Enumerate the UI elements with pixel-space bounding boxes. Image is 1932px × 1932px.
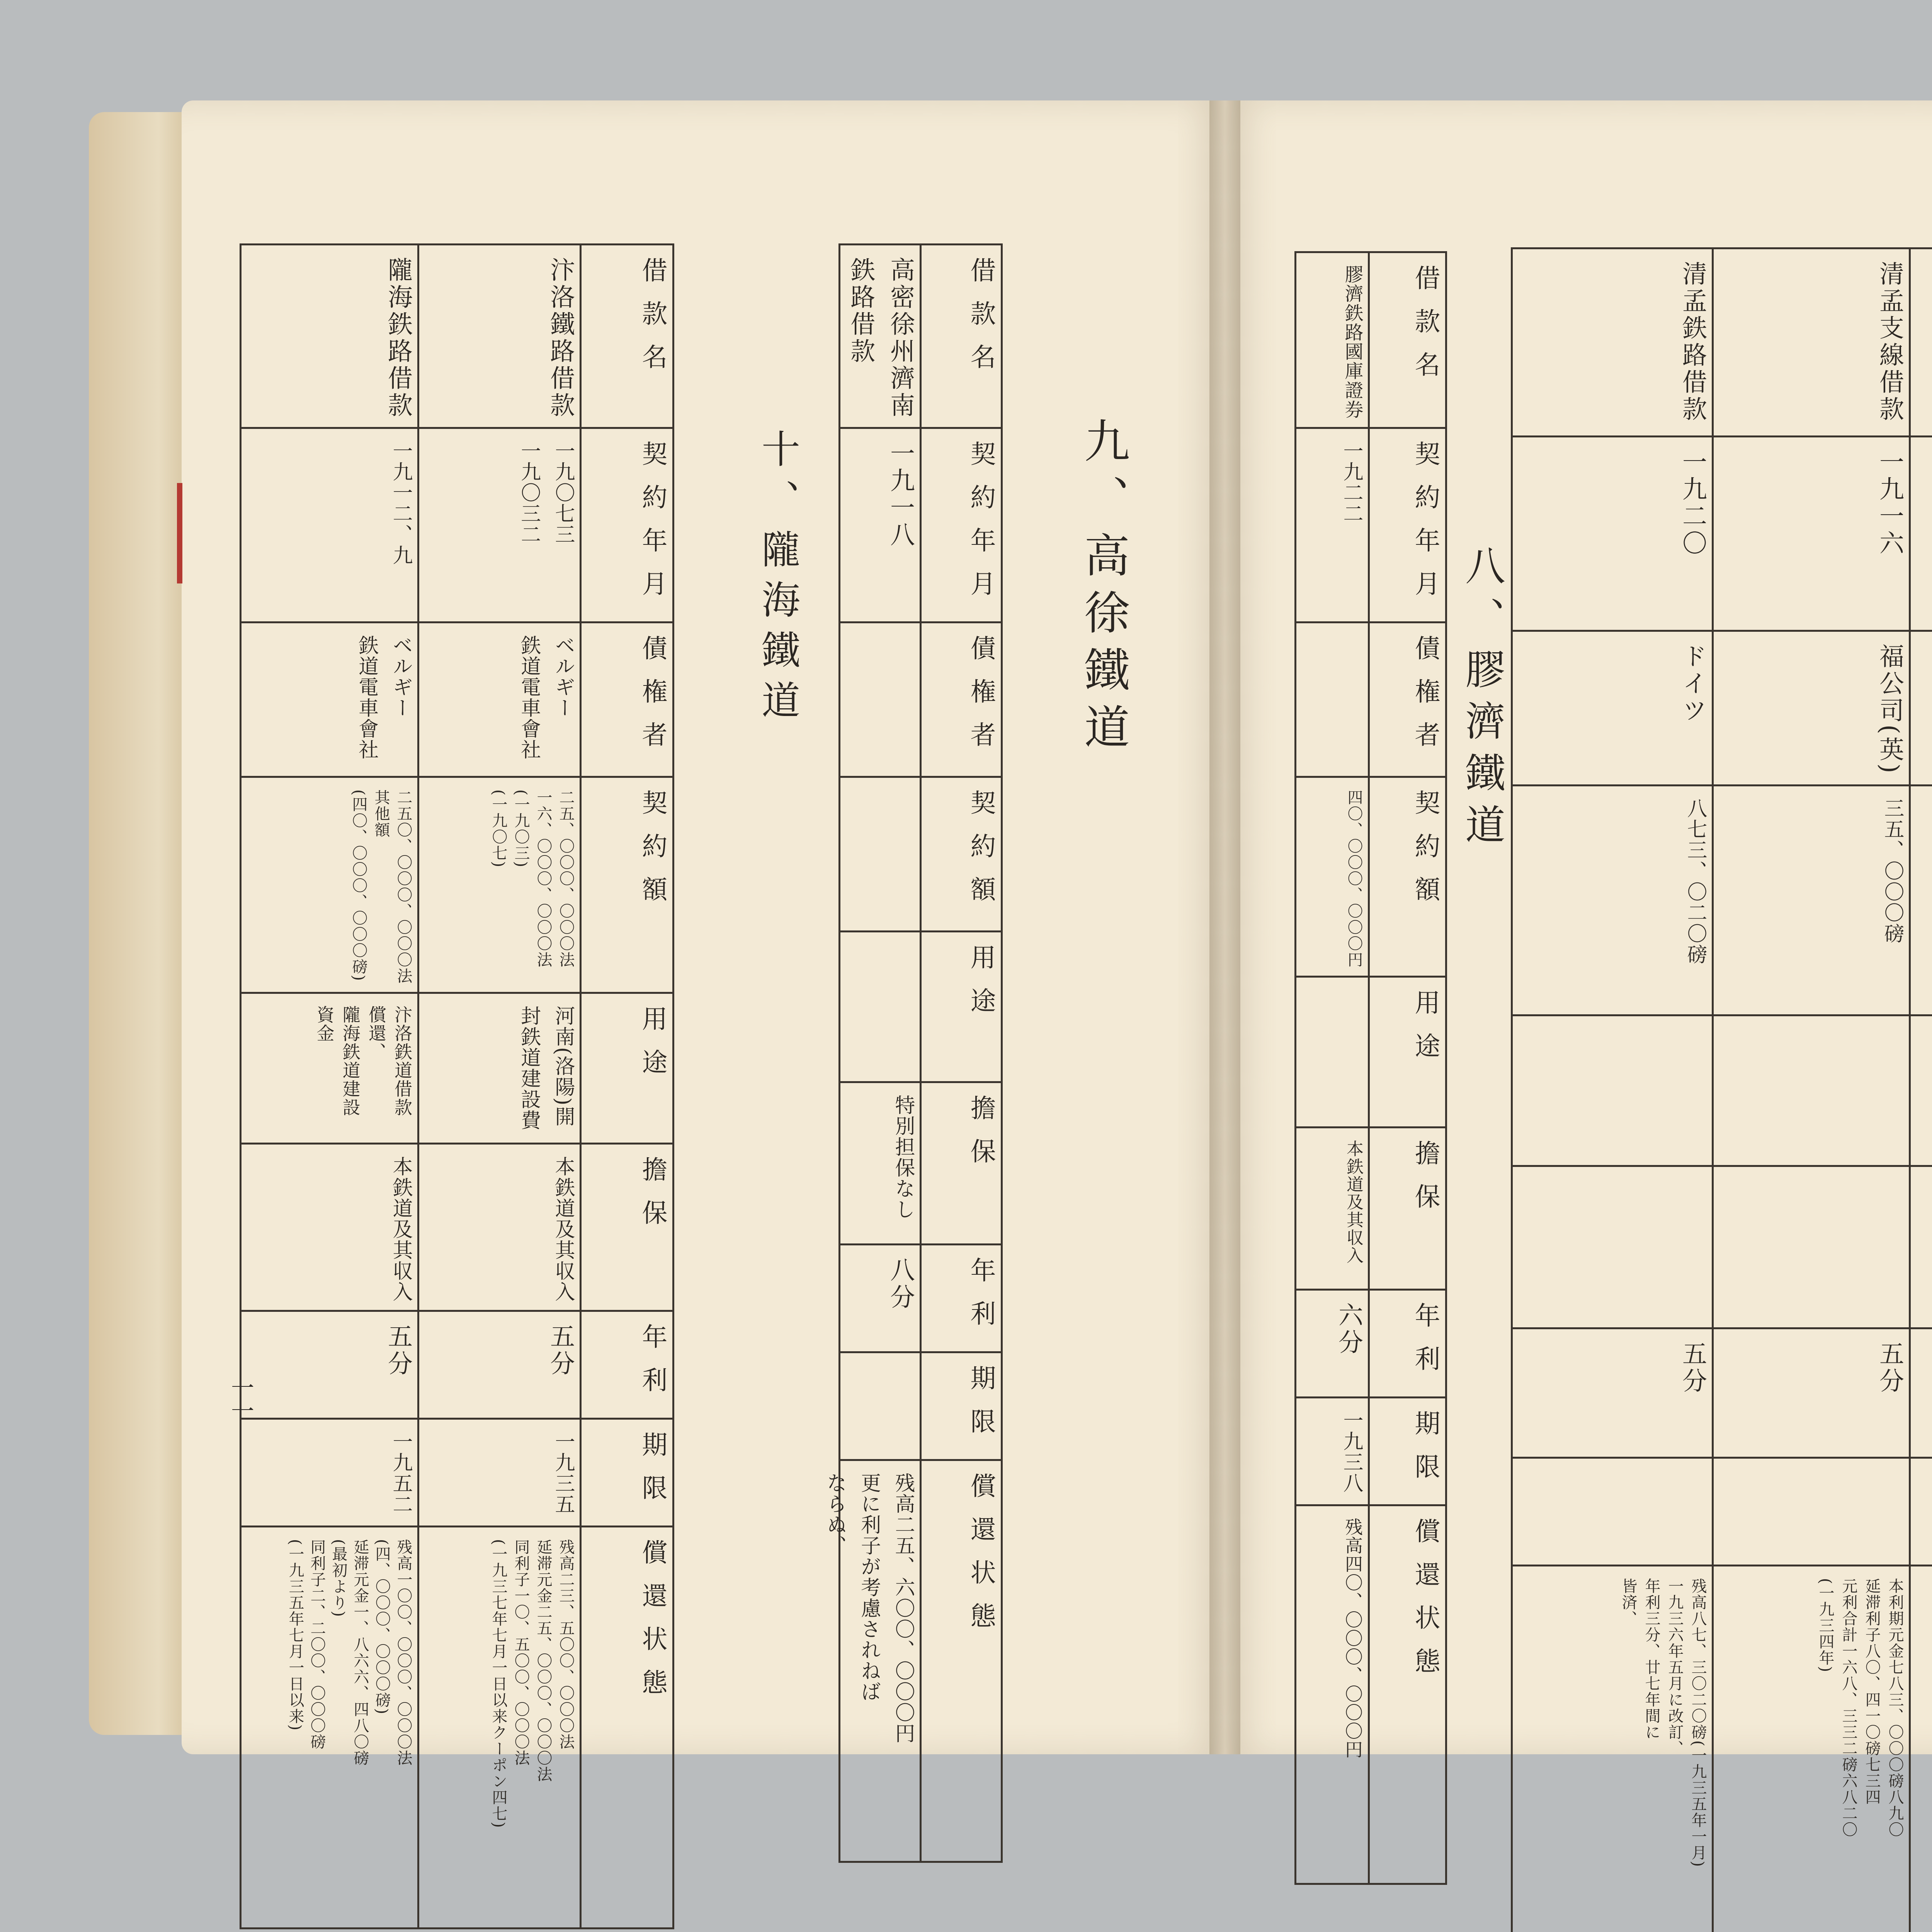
right-page xyxy=(1225,100,1932,1868)
table-cell: 本鉄道及其収入 xyxy=(551,1156,575,1302)
table-cell: 本鉄道及其収入 xyxy=(1344,1140,1363,1264)
table-cell: 隴海鉄道建設 xyxy=(340,1005,361,1117)
table-cell: 六分 xyxy=(1334,1302,1363,1356)
section9-title: 九、高徐鐵道 xyxy=(1077,417,1130,760)
table-cell: 延滞利子八〇、四一〇磅七三四 xyxy=(1863,1578,1881,1805)
column-header: 借款名 xyxy=(638,257,667,387)
table-cell: (四〇、〇〇〇、〇〇〇磅) xyxy=(350,789,367,982)
section8-table-b xyxy=(1511,247,1932,1932)
column-header: 期限 xyxy=(1410,1410,1440,1497)
column-header: 擔保 xyxy=(966,1095,996,1181)
column-header: 期限 xyxy=(966,1365,996,1451)
table-cell: 清孟鉄路借款 xyxy=(1678,261,1707,423)
table-cell: 残高二三、五〇〇、〇〇〇法 xyxy=(557,1539,575,1750)
table-cell: 元利合計一六八、三三二磅六八二〇 xyxy=(1840,1578,1857,1838)
column-header: 年利 xyxy=(638,1323,667,1410)
table-cell: (一九〇七) xyxy=(490,789,507,868)
table-cell: (四、〇〇〇、〇〇〇磅) xyxy=(373,1539,391,1715)
table-cell: 鉄道電車會社 xyxy=(355,635,378,760)
page-number-left: 一一 xyxy=(227,1376,254,1422)
table-cell: 一九一二、九 xyxy=(389,440,412,566)
table-cell: 一九二〇 xyxy=(1678,449,1707,557)
table-cell: (一九三五年七月一日以来) xyxy=(286,1539,304,1731)
column-header: 契約額 xyxy=(638,789,667,919)
table-cell: 一九五二 xyxy=(389,1431,412,1515)
table-cell: (一九三四年) xyxy=(1816,1578,1834,1673)
table-cell: 五分 xyxy=(1678,1341,1707,1395)
table-cell: 五分 xyxy=(546,1323,575,1378)
table-cell: ならぬ、 xyxy=(823,1473,847,1556)
table-cell: 一九〇三二 xyxy=(517,440,541,545)
table-cell: 本利期元金七八三、〇〇〇磅八九〇 xyxy=(1886,1578,1904,1838)
table-cell: 年利三分、廿七年間に xyxy=(1643,1578,1660,1740)
table-cell: 鉄道電車會社 xyxy=(517,635,541,760)
column-header: 用途 xyxy=(638,1005,667,1092)
table-cell: 資金 xyxy=(314,1005,335,1043)
column-header: 契約額 xyxy=(966,789,996,919)
table-cell: 同利子二、二〇〇、〇〇〇磅 xyxy=(308,1539,326,1750)
table-cell: 残高四〇、〇〇〇、〇〇〇円 xyxy=(1342,1518,1363,1759)
column-header: 契約年月 xyxy=(966,440,996,614)
table-cell: 五分 xyxy=(1875,1341,1904,1395)
table-cell: ベルギー xyxy=(551,635,575,718)
column-header: 年利 xyxy=(1410,1302,1440,1389)
table-cell: 一九三六年五月に改訂、 xyxy=(1666,1578,1684,1757)
table-cell: 八七三、〇二〇磅 xyxy=(1684,798,1707,965)
column-header: 契約年月 xyxy=(1410,440,1440,614)
column-header: 年利 xyxy=(966,1257,996,1344)
table-cell: 本鉄道及其収入 xyxy=(389,1156,412,1302)
table-cell: 福公司(英) xyxy=(1875,643,1904,776)
column-header: 用途 xyxy=(966,944,996,1031)
column-header: 借款名 xyxy=(1410,265,1440,395)
table-cell: (最初より) xyxy=(330,1539,347,1618)
table-cell: 清孟支線借款 xyxy=(1875,261,1904,423)
table-cell: 四〇、〇〇〇、〇〇〇円 xyxy=(1345,789,1363,968)
table-cell: ドイツ xyxy=(1678,643,1707,724)
table-cell: 五分 xyxy=(384,1323,412,1378)
left-page xyxy=(182,100,1225,1829)
table-cell: 一九〇七三 xyxy=(551,440,575,545)
table-cell: 皆済、 xyxy=(1619,1578,1637,1627)
table-cell: 一六、〇〇〇、〇〇〇法 xyxy=(534,789,552,968)
table-cell: 延滞元金二五、〇〇〇、〇〇〇法 xyxy=(534,1539,552,1782)
table-cell: 二五、〇〇〇、〇〇〇法 xyxy=(557,789,575,968)
table-cell: 汴洛鐵路借款 xyxy=(546,257,575,419)
table-cell: 其他額 xyxy=(372,789,390,838)
table-cell: 三五、〇〇〇磅 xyxy=(1881,798,1904,944)
column-header: 擔保 xyxy=(1410,1140,1440,1226)
column-header: 借款名 xyxy=(966,257,996,387)
table-cell: (一九〇三) xyxy=(512,789,530,868)
table-cell: 一九二二 xyxy=(1340,440,1363,524)
column-header: 期限 xyxy=(638,1431,667,1518)
table-cell: 残高二五、六〇〇、〇〇〇円 xyxy=(891,1473,915,1744)
table-cell: 隴海鉄路借款 xyxy=(384,257,412,419)
section10-title: 十、隴海鐵道 xyxy=(755,429,800,730)
book-gutter xyxy=(1209,100,1240,1754)
table-cell: 延滞元金一、八六六、四八〇磅 xyxy=(351,1539,369,1766)
column-header: 債権者 xyxy=(1410,635,1440,765)
table-cell: 一九三五 xyxy=(551,1431,575,1515)
section10-table xyxy=(240,243,674,1929)
table-cell: 二五〇、〇〇〇、〇〇〇法 xyxy=(395,789,412,984)
table-cell: 残高八七、三〇二〇磅(一九三五年一月) xyxy=(1689,1578,1707,1868)
column-header: 契約額 xyxy=(1410,789,1440,919)
column-header: 契約年月 xyxy=(638,440,667,614)
table-cell: 一九三八 xyxy=(1340,1410,1363,1493)
column-header: 償還状態 xyxy=(1410,1518,1440,1691)
column-header: 償還状態 xyxy=(638,1539,667,1712)
table-cell: 封鉄道建設費 xyxy=(517,1005,541,1131)
table-cell: 残高一〇〇、〇〇〇、〇〇〇法 xyxy=(395,1539,412,1766)
column-header: 債権者 xyxy=(966,635,996,765)
column-header: 債権者 xyxy=(638,635,667,765)
table-cell: 高密徐州濟南 xyxy=(886,257,915,419)
table-cell: (一九三七年七月一日以来クーポン四七) xyxy=(490,1539,507,1829)
table-cell: 更に利子が考慮されねば xyxy=(857,1473,881,1702)
table-cell: 同利子一〇、五〇〇、〇〇〇法 xyxy=(512,1539,530,1766)
section8-title: 八、膠濟鐵道 xyxy=(1458,545,1505,855)
table-cell: 一九一八 xyxy=(886,440,915,549)
column-header: 償還状態 xyxy=(966,1473,996,1646)
section9-table xyxy=(823,243,1003,1863)
table-cell: 膠濟鉄路國庫證券 xyxy=(1342,265,1363,419)
table-cell: ベルギー xyxy=(389,635,412,718)
red-edge-mark xyxy=(177,483,182,583)
table-cell: 償還、 xyxy=(366,1005,387,1061)
column-header: 擔保 xyxy=(638,1156,667,1243)
table-cell: 河南(洛陽)開 xyxy=(551,1005,575,1127)
column-header: 用途 xyxy=(1410,989,1440,1076)
table-cell: 汴洛鉄道借款 xyxy=(392,1005,413,1117)
table-cell: 特別担保なし xyxy=(891,1095,915,1220)
table-cell: 八分 xyxy=(886,1257,915,1311)
section8-table-a xyxy=(1294,251,1447,1885)
table-cell: 鉄路借款 xyxy=(846,257,875,365)
table-cell: 一九一六 xyxy=(1875,449,1904,557)
